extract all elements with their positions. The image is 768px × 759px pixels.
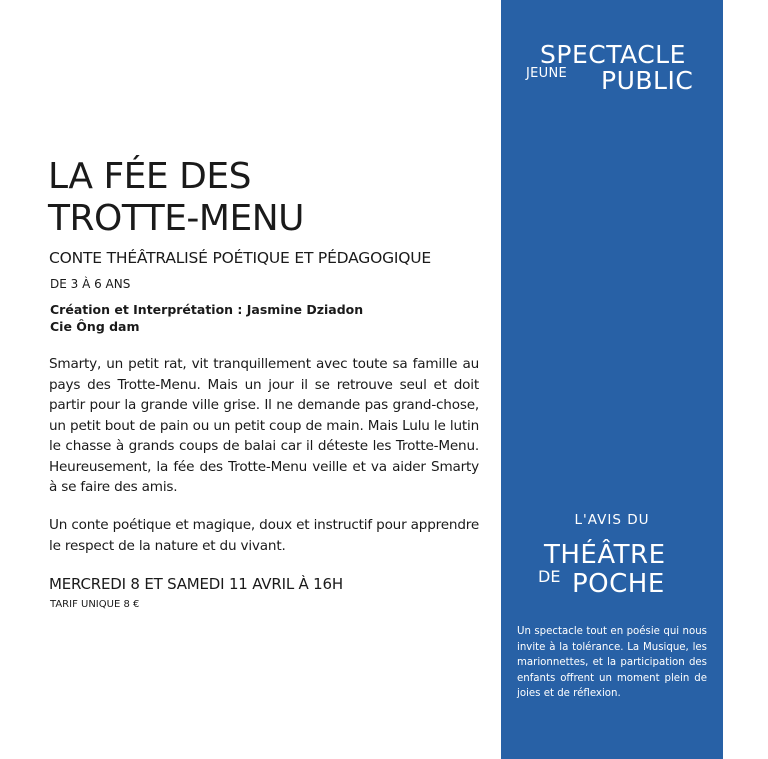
- show-title: [48, 156, 304, 240]
- show-title-line: TROTTE-MENU: [48, 198, 305, 239]
- credits: [50, 301, 363, 335]
- credit-line: Création et Interprétation : Jasmine Dziadon: [50, 302, 364, 317]
- ticket-price: TARIF UNIQUE 8 €: [50, 599, 140, 610]
- category-word-small: JEUNE: [526, 66, 568, 81]
- review-source-word-small: DE: [538, 567, 561, 586]
- review-source-word: POCHE: [572, 569, 665, 599]
- show-subtitle: CONTE THÉÂTRALISÉ POÉTIQUE ET PÉDAGOGIQUE: [49, 249, 432, 267]
- performance-dates: MERCREDI 8 ET SAMEDI 11 AVRIL À 16H: [49, 575, 343, 593]
- category-word: PUBLIC: [601, 66, 694, 95]
- review-label: L'AVIS DU: [574, 512, 650, 528]
- category-word: SPECTACLE: [540, 40, 686, 69]
- company-line: Cie Ông dam: [50, 319, 140, 334]
- review-text: Un spectacle tout en poésie qui nous invite à la tolérance. La Musique, les marionnettes, et la participation des enfants offrent un moment plein de joies et de réflexion.: [517, 626, 707, 699]
- summary-paragraph: Un conte poétique et magique, doux et instructif pour apprendre le respect de la nature et du vivant.: [49, 517, 479, 554]
- age-range: DE 3 À 6 ANS: [50, 277, 131, 291]
- review-source-word: THÉÂTRE: [544, 540, 666, 570]
- show-title-line: LA FÉE DES: [48, 156, 251, 197]
- sidebar-panel: [501, 0, 723, 759]
- synopsis-paragraph: Smarty, un petit rat, vit tranquillement avec toute sa famille au pays des Trotte-Menu. Mais un jour il se retrouve seul et doit partir pour la grande ville grise. Il ne demande pas grand-chose, un petit bout de pain ou un petit coup de main. Mais Lulu le lutin le chasse à grands coups de balai car il déteste les Trotte-Menu. Heureusement, la fée des Trotte-Menu veille et va aider Smarty à se faire des amis.: [49, 356, 479, 495]
